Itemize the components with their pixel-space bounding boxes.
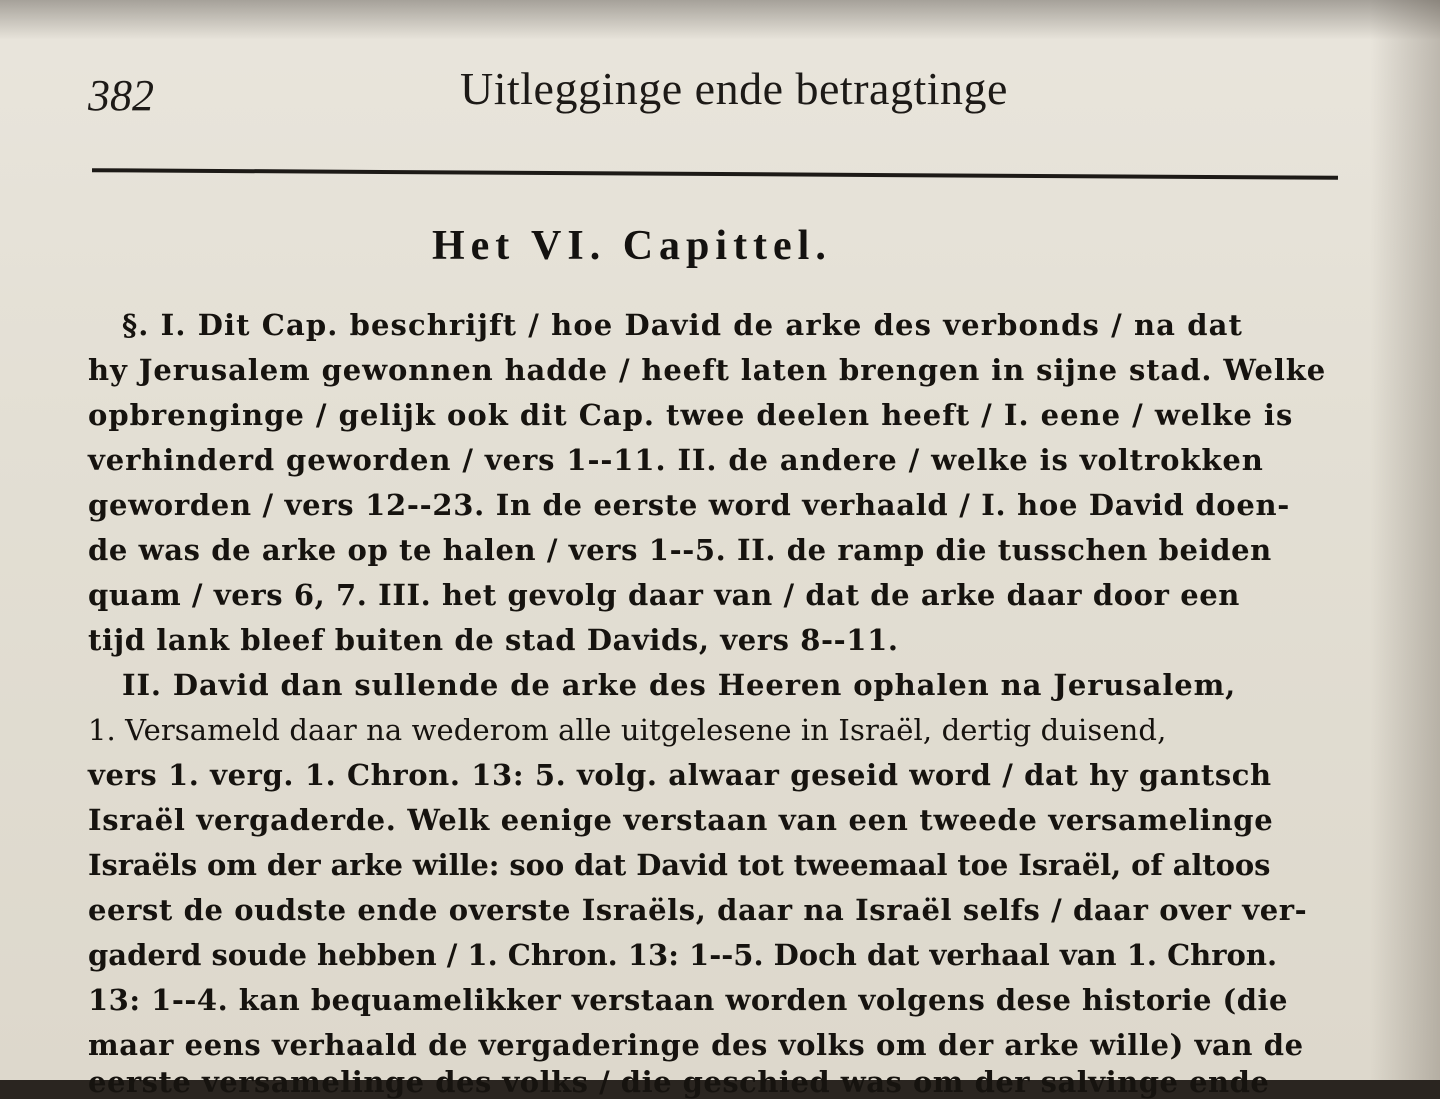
- text-line: quam / vers 6, 7. III. het gevolg daar van / dat de arke daar door een: [88, 578, 1240, 612]
- text-line: hy Jerusalem gewonnen hadde / heeft laten brengen in sijne stad. Welke: [88, 353, 1327, 387]
- top-shadow: [0, 0, 1440, 40]
- text-line: eerste versamelinge des volks / die geschied was om der salvinge ende: [88, 1065, 1270, 1099]
- text-line: vers 1. verg. 1. Chron. 13: 5. volg. alwaar geseid word / dat hy gantsch: [88, 758, 1272, 792]
- text-line: §. I. Dit Cap. beschrijft / hoe David de arke des verbonds / na dat: [122, 308, 1243, 342]
- text-line: II. David dan sullende de arke des Heeren ophalen na Jerusalem,: [122, 668, 1237, 702]
- text-line: 13: 1--4. kan bequamelikker verstaan worden volgens dese historie (die: [88, 983, 1288, 1017]
- page-number: 382: [88, 71, 154, 120]
- text-line: maar eens verhaald de vergaderinge des volks om der arke wille) van de: [88, 1028, 1304, 1062]
- page-header: [88, 62, 1338, 122]
- running-head: Uitlegginge ende betragtinge: [460, 63, 1008, 114]
- text-line: verhinderd geworden / vers 1--11. II. de andere / welke is voltrokken: [88, 443, 1264, 477]
- header-rule: [92, 168, 1338, 180]
- text-line: tijd lank bleef buiten de stad Davids, vers 8--11.: [88, 623, 899, 657]
- text-line: opbrenginge / gelijk ook dit Cap. twee deelen heeft / I. eene / welke is: [88, 398, 1294, 432]
- text-line: geworden / vers 12--23. In de eerste word verhaald / I. hoe David doen-: [88, 488, 1290, 522]
- text-line: eerst de oudste ende overste Israëls, daar na Israël selfs / daar over ver-: [88, 893, 1308, 927]
- text-line: gaderd soude hebben / 1. Chron. 13: 1--5. Doch dat verhaal van 1. Chron.: [88, 938, 1278, 972]
- text-line: Israëls om der arke wille: soo dat David tot tweemaal toe Israël, of altoos: [88, 848, 1271, 882]
- text-line: Israël vergaderde. Welk eenige verstaan van een tweede versamelinge: [88, 803, 1274, 837]
- chapter-title: Het VI. Capittel.: [432, 223, 832, 269]
- page-edge-shadow: [1370, 0, 1440, 1080]
- text-line: 1. Versameld daar na wederom alle uitgelesene in Israël, dertig duisend,: [88, 713, 1167, 747]
- text-line: de was de arke op te halen / vers 1--5. II. de ramp die tusschen beiden: [88, 533, 1272, 567]
